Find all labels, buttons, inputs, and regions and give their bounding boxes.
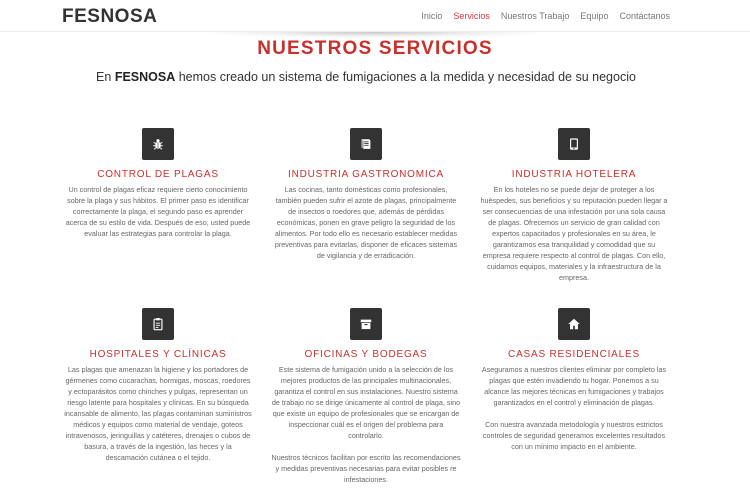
service-card-oficinas-y-bodegas bbox=[271, 308, 461, 485]
clipboard-icon bbox=[142, 308, 174, 340]
nav-item-equipo[interactable]: Equipo bbox=[580, 11, 609, 21]
navbar bbox=[0, 0, 750, 32]
service-description: Este sistema de fumigación unido a la selección de los mejores productos de las principales multinacionales, garantiza el control en sus instalaciones. Nuestro sistema de trabajo no se dirige únicamente al control de plaga, sino que existe un equipo de profesionales que se encargan de inspeccionar cuál es el origen del problema para controlarlo. Nuestros técnicos facilitan por escrito las recomendaciones y medidas preventivas necesarias para evitar posibles re infestaciones. bbox=[271, 365, 461, 484]
nav-item-nuestros-trabajo[interactable]: Nuestros Trabajo bbox=[500, 11, 570, 21]
service-description: Un control de plagas eficaz requiere cierto conocimiento sobre la plaga y sus hábitos. El primer paso es identificar correctamente la plaga, el segundo paso es aprender acerca de su estilo de vida. Después de eso, usted puede evaluar las estrategias para controlar la plaga. bbox=[65, 185, 251, 238]
brand-logo[interactable]: FESNOSA bbox=[62, 6, 158, 27]
service-title: OFICINAS Y BODEGAS bbox=[304, 349, 428, 360]
tablet-icon bbox=[558, 128, 590, 160]
intro-brand: FESNOSA bbox=[114, 70, 176, 84]
service-title: INDUSTRIA GASTRONOMICA bbox=[288, 169, 444, 180]
service-card-industria-hotelera bbox=[479, 128, 669, 283]
service-card-hospitales-y-clinicas bbox=[63, 308, 253, 463]
section-intro: En FESNOSA hemos creado un sistema de fumigaciones a la medida y necesidad de su negocio bbox=[96, 70, 636, 84]
nav-item-contactanos[interactable]: Contáctanos bbox=[619, 11, 670, 21]
service-card-casas-residenciales bbox=[479, 308, 669, 452]
service-title: HOSPITALES Y CLÍNICAS bbox=[89, 349, 227, 360]
main-nav bbox=[410, 11, 670, 21]
home-icon bbox=[558, 308, 590, 340]
service-description: Las cocinas, tanto domésticas como profesionales, también pueden sufrir el azote de plagas, principalmente de insectos o roedores que, además de pérdidas económicas, ponen en grave peligro la seguridad de los alimentos. Por todo ello es necesario establecer medidas preventivas para evitarlas, disponer de eficaces sistemas de vigilancia y de erradicación. bbox=[274, 185, 458, 260]
service-title: INDUSTRIA HOTELERA bbox=[511, 169, 637, 180]
nav-item-servicios[interactable]: Servicios bbox=[453, 11, 490, 21]
section-title: NUESTROS SERVICIOS bbox=[257, 38, 493, 59]
service-description: Aseguramos a nuestros clientes eliminar por completo las plagas que estén invadiendo tu hogar. Ponemos a su alcance las mejores técnicas en fumigaciones y trabajos garantizados en el control y eliminación de plagas. Con nuestra avanzada metodología y nuestros estrictos controles de seguridad generamos excelentes resultados con un mínimo impacto en el ambiente. bbox=[481, 365, 667, 451]
archive-icon bbox=[350, 308, 382, 340]
service-title: CONTROL DE PLAGAS bbox=[97, 169, 219, 180]
book-icon bbox=[350, 128, 382, 160]
service-title: CASAS RESIDENCIALES bbox=[508, 349, 640, 360]
service-card-control-de-plagas bbox=[63, 128, 253, 239]
service-description: En los hoteles no se puede dejar de proteger a los huéspedes, sus beneficios y su reputación pueden llegar a ser consecuencias de una infestación por una sola causa de plagas. Ofrecemos un servicio de gran calidad con expertos capacitados y profesionales en su área, le garantizamos esa tranquilidad y comodidad que su empresa requiere respecto al control de plagas. Con ello, cuidamos equipos, materiales y la infraestructura de la empresa. bbox=[480, 185, 668, 282]
nav-item-inicio[interactable]: Inicio bbox=[421, 11, 443, 21]
service-description: Las plagas que amenazan la higiene y los portadores de gérmenes como cucarachas, hormigas, moscas, roedores y ectoparásitos como chinches y pulgas, representan un riesgo latente para hospitales y clínicas. En su búsqueda incansable de alimento, las plagas contaminan suministros médicos y equipos como material de vendaje, goteos intravenosos, jeringuillas y catéteres, drenajes o cubos de basura, a través de la ingestión, las heces y la descamación cutánea o el tejido. bbox=[64, 365, 252, 462]
service-card-industria-gastronomica bbox=[271, 128, 461, 261]
bug-icon bbox=[142, 128, 174, 160]
